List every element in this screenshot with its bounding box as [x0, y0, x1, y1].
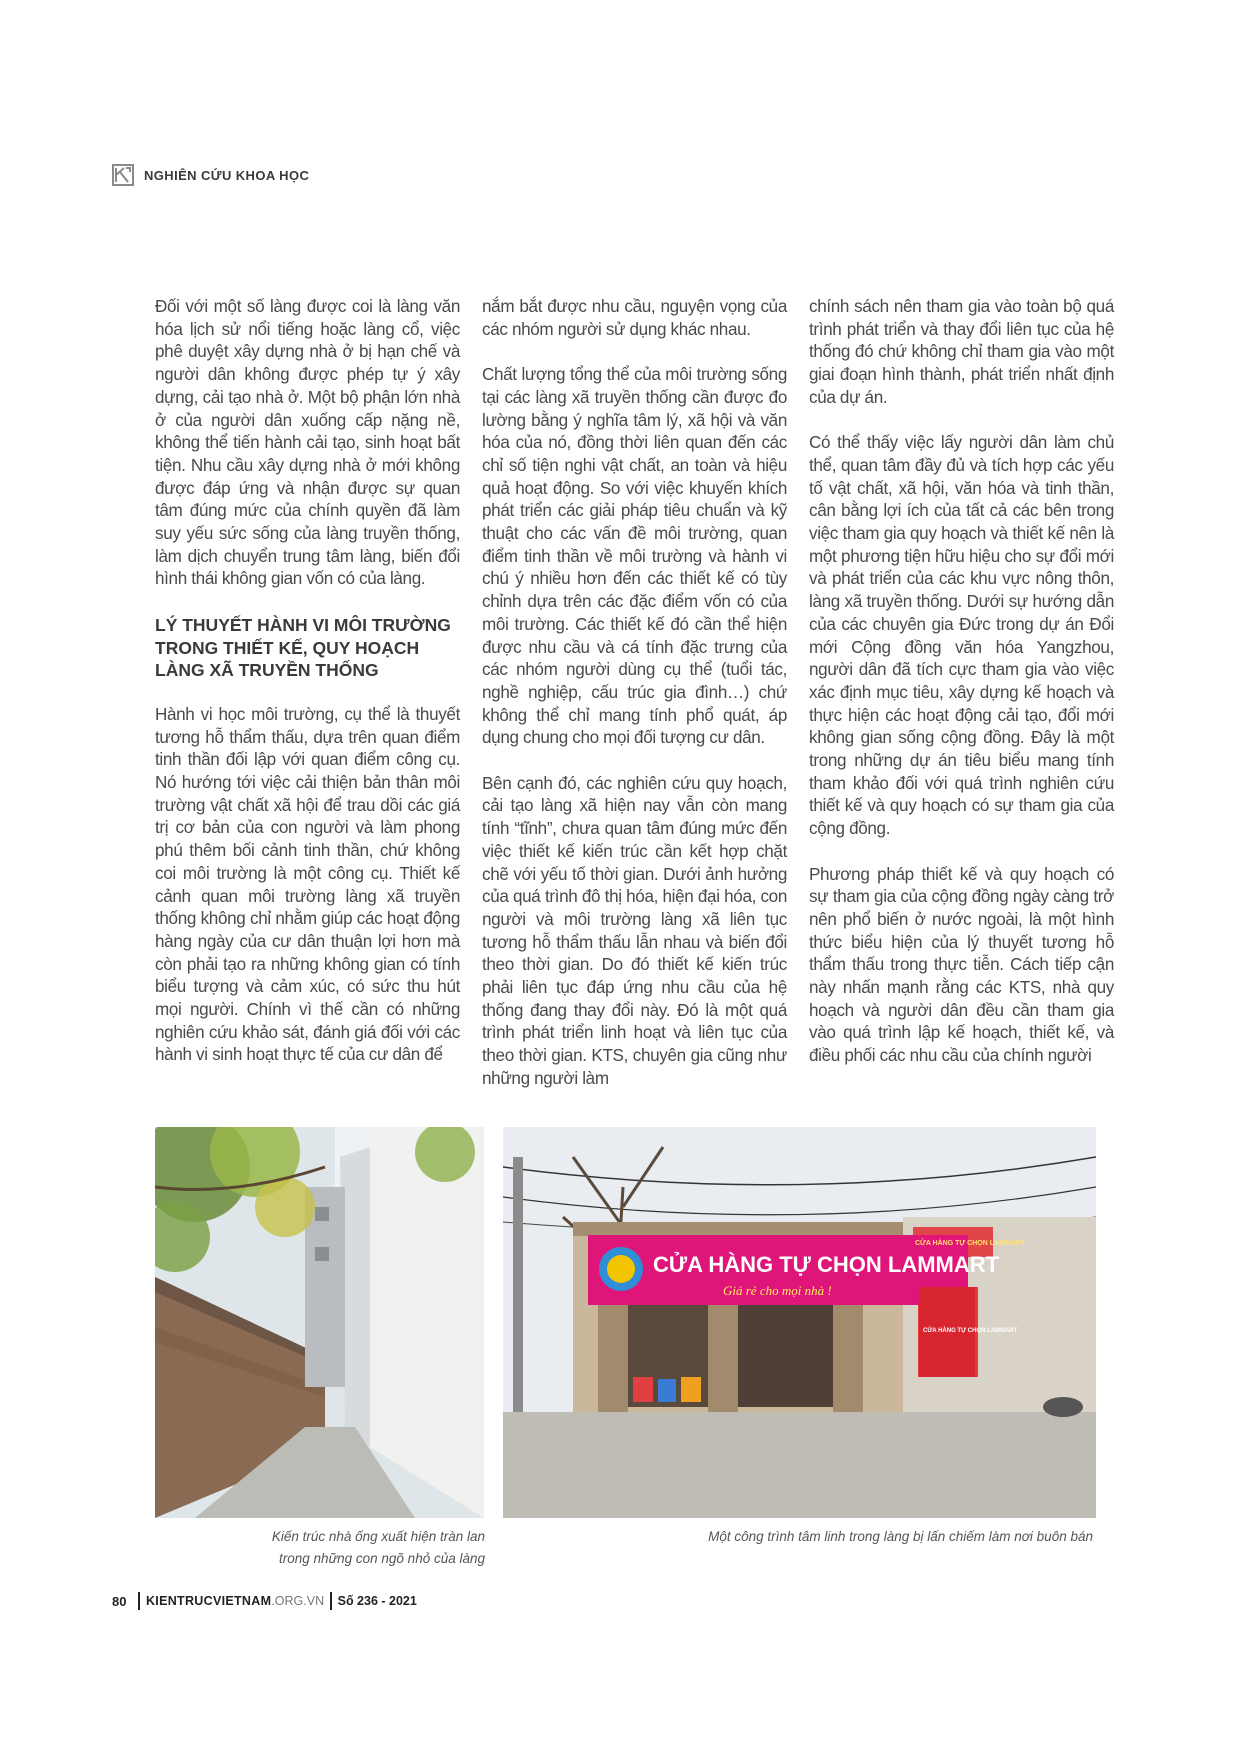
- paragraph: Phương pháp thiết kế và quy hoạch có sự tham gia của cộng đồng ngày càng trở nên phổ biến ở nước ngoài, là một hình thức biểu hiện của lý thuyết tương hỗ thẩm thấu trong thực tiễn. Cách tiếp cận này nhấn mạnh rằng các KTS, nhà quy hoạch và người dân đều cần tham gia vào quá trình lập kế hoạch, thiết kế, và điều phối các nhu cầu của chính người: [809, 864, 1114, 1066]
- page-number: 80: [112, 1593, 127, 1609]
- shop-sign-text: CỬA HÀNG TỰ CHỌN LAMMART: [653, 1252, 1000, 1277]
- section-heading: LÝ THUYẾT HÀNH VI MÔI TRƯỜNG TRONG THIẾT KẾ, QUY HOẠCH LÀNG XÃ TRUYỀN THỐNG: [155, 614, 451, 681]
- page-footer: [112, 1592, 417, 1610]
- section-label: NGHIÊN CỨU KHOA HỌC: [144, 167, 310, 183]
- paragraph: Đối với một số làng được coi là làng văn hóa lịch sử nổi tiếng hoặc làng cổ, việc phê duyệt xây dựng nhà ở bị hạn chế và người dân không được phép tự ý xây dựng, cải tạo nhà ở. Một bộ phận lớn nhà ở của người dân xuống cấp nặng nề, không thể tiến hành cải tạo, sinh hoạt bất tiện. Nhu cầu xây dựng nhà ở mới không được đáp ứng và nhận được sự quan tâm đúng mức của chính quyền đã làm suy yếu sức sống của làng truyền thống, làm dịch chuyển trung tâm làng, biến đổi hình thái không gian vốn có của làng.: [155, 297, 460, 589]
- text-column-2: [482, 296, 787, 1113]
- figure-caption-1: [155, 1526, 485, 1570]
- figure-caption-2: Một công trình tâm linh trong làng bị lấn chiếm làm nơi buôn bán: [708, 1529, 1093, 1544]
- shop-photo: [503, 1127, 1096, 1518]
- site-name-light: .ORG.VN: [271, 1594, 325, 1608]
- site-name-bold: KIENTRUCVIETNAM: [145, 1594, 272, 1608]
- caption-line: Kiến trúc nhà ống xuất hiện tràn lan: [271, 1529, 485, 1544]
- paragraph: chính sách nên tham gia vào toàn bộ quá trình phát triển và thay đổi liên tục của hệ thống đó chứ không chỉ tham gia vào một giai đoạn hình thành, phát triển nhất định của dự án.: [809, 297, 1114, 407]
- alley-photo: [155, 1127, 484, 1518]
- paragraph: nắm bắt được nhu cầu, nguyện vọng của các nhóm người sử dụng khác nhau.: [482, 297, 787, 339]
- paragraph: Bên cạnh đó, các nghiên cứu quy hoạch, cải tạo làng xã hiện nay vẫn còn mang tính “tĩnh”, chưa quan tâm đúng mức đến việc thiết kế kiến trúc cần kết hợp chặt chẽ với yếu tố thời gian. Dưới ảnh hưởng của quá trình đô thị hóa, hiện đại hóa, con người và môi trường làng xã liên tục tương hỗ thẩm thấu lẫn nhau và biến đổi theo thời gian. Do đó thiết kế kiến trúc phải liên tục đáp ứng nhu cầu của hệ thống đang thay đổi này. Đó là một quá trình phát triển linh hoạt và liên tục của theo thời gian. KTS, chuyên gia cũng như những người làm: [482, 773, 787, 1088]
- shop-sign-subtext: Giá rẻ cho mọi nhà !: [723, 1283, 832, 1298]
- magazine-logo-icon: [112, 164, 134, 186]
- text-column-1: [155, 296, 460, 1090]
- footer-divider: [138, 1592, 140, 1610]
- footer-divider: [330, 1592, 332, 1610]
- paragraph: Chất lượng tổng thể của môi trường sống tại các làng xã truyền thống cần được đo lường bằng ý nghĩa tâm lý, xã hội và văn hóa của nó, đồng thời liên quan đến các chỉ số tiện nghi vật chất, an toàn và hiệu quả hoạt động. So với việc khuyến khích phát triển các giải pháp tiêu chuẩn và kỹ thuật cho các vấn đề môi trường, quan điểm tinh thần về môi trường và hành vi chú ý nhiều hơn đến các thiết kế có tùy chỉnh dựa trên các đặc điểm vốn có của môi trường. Các thiết kế đó cần thể hiện được nhu cầu và cá tính đặc trưng của các nhóm người dùng cụ thể (tuổi tác, nghề nghiệp, cấu trúc gia đình…) chứ không thể chỉ mang tính phổ quát, áp dụng chung cho mọi đối tượng cư dân.: [482, 365, 787, 748]
- paragraph: Có thể thấy việc lấy người dân làm chủ thể, quan tâm đầy đủ và tích hợp các yếu tố vật chất, xã hội, văn hóa và tinh thần, cân bằng lợi ích của tất cả các bên trong việc tham gia quy hoạch và thiết kế nên là một phương tiện hữu hiệu cho sự đổi mới và phát triển của các khu vực nông thôn, làng xã truyền thống. Dưới sự hướng dẫn của các chuyên gia Đức trong dự án Đổi mới Cộng đồng văn hóa Yangzhou, người dân đã tích cực tham gia vào việc xác định mục tiêu, xây dựng kế hoạch và thực hiện các hoạt động cải tạo, đổi mới không gian sống cộng đồng. Đây là một trong những dự án tiêu biểu mang tính tham khảo đối với quá trình nghiên cứu thiết kế và quy hoạch có sự tham gia của cộng đồng.: [809, 433, 1114, 839]
- page-header: [112, 164, 309, 186]
- vertical-sign-text: CỬA HÀNG TỰ CHỌN LAMMART: [923, 1328, 1018, 1334]
- paragraph: Hành vi học môi trường, cụ thể là thuyết tương hỗ thẩm thấu, dựa trên quan điểm tinh thần đối lập với quan điểm công cụ. Nó hướng tới việc cải thiện bản thân môi trường vật chất xã hội để trau dồi các giá trị cơ bản của con người và làm phong phú thêm bối cảnh tinh thần, chứ không coi môi trường là một công cụ. Thiết kế cảnh quan môi trường làng xã truyền thống không chỉ nhằm giúp các hoạt động hàng ngày của cư dân thuận lợi hơn mà còn phải tạo ra những không gian có tính biểu tượng và cảm xúc, có sức thu hút mọi người. Chính vì thế cần có những nghiên cứu khảo sát, đánh giá đối với các hành vi sinh hoạt thực tế của cư dân để: [155, 704, 460, 1065]
- caption-line: trong những con ngõ nhỏ của làng: [279, 1551, 485, 1566]
- side-sign-text: CỬA HÀNG TỰ CHỌN LAMMART: [915, 1240, 1026, 1247]
- magazine-site: [146, 1594, 324, 1608]
- issue-number: Số 236 - 2021: [337, 1594, 417, 1608]
- text-column-3: [809, 296, 1114, 1091]
